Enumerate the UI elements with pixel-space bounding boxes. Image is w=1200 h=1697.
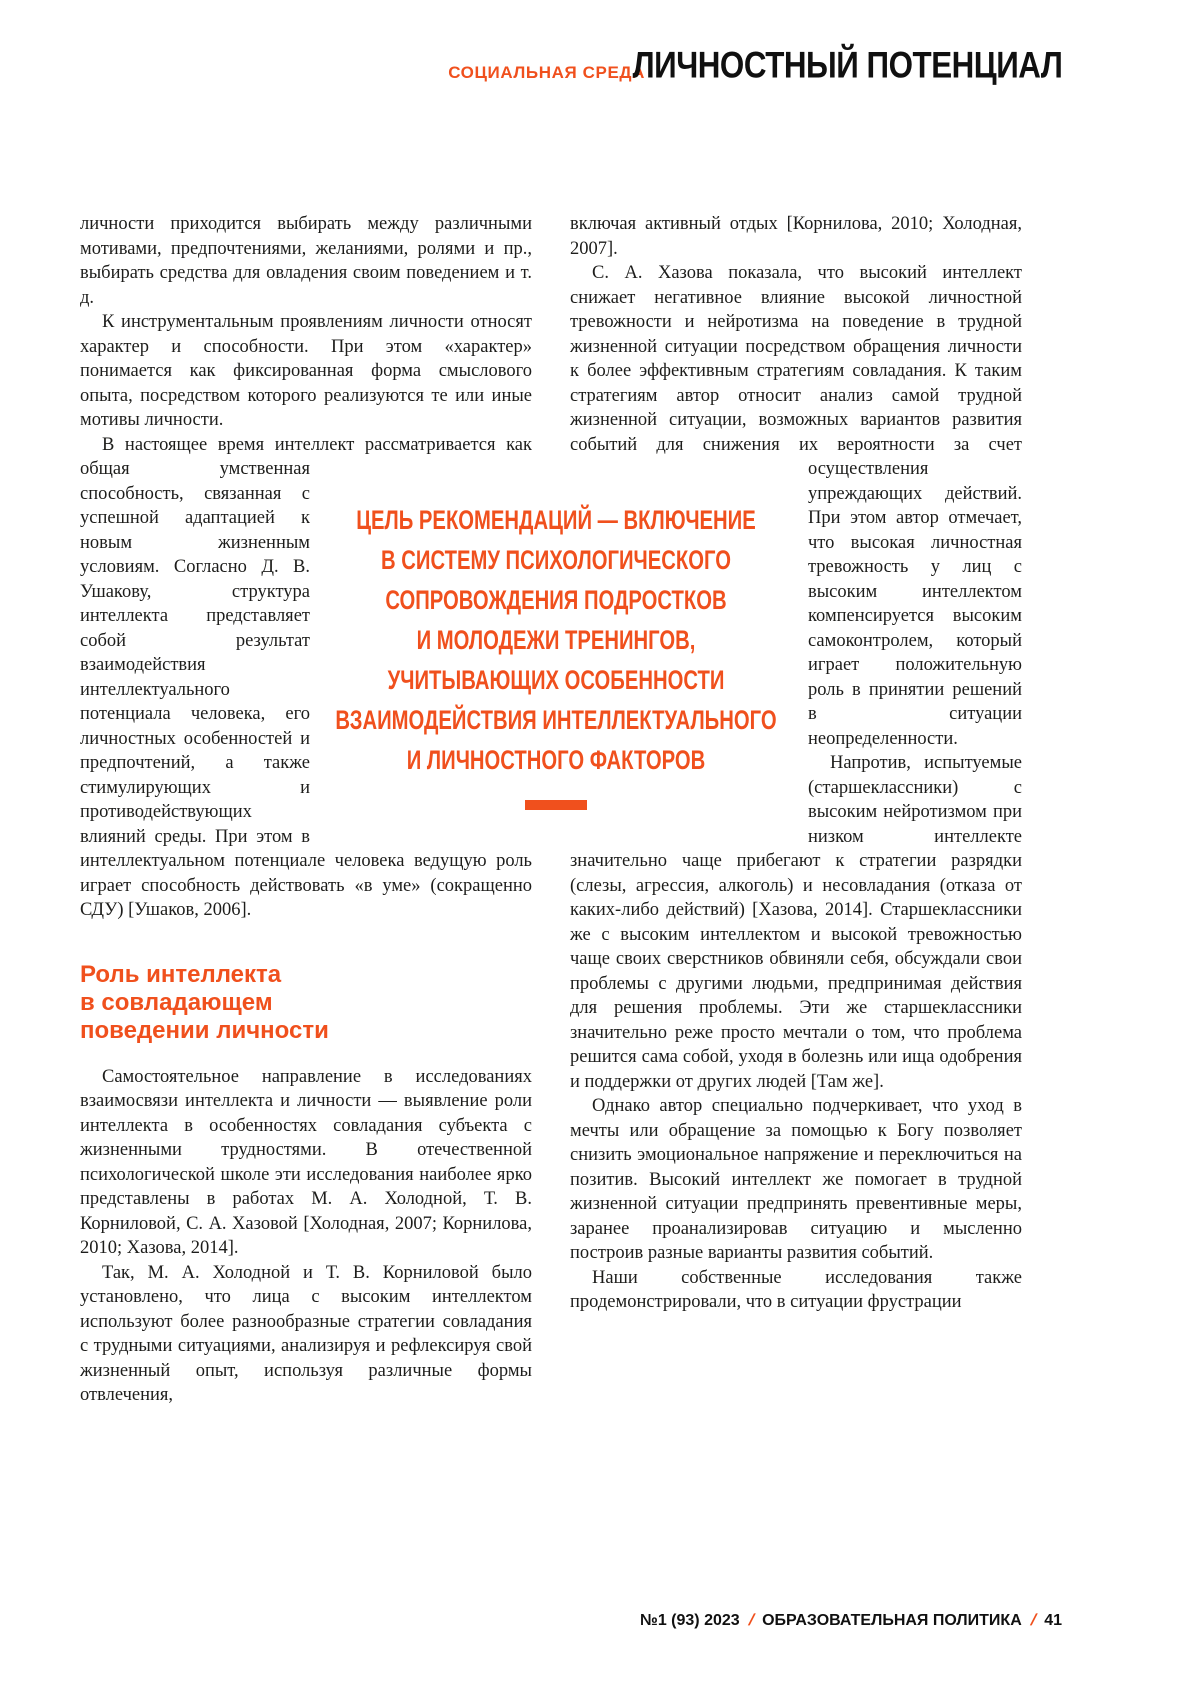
paragraph: Наши собственные исследования также продемонстрировали, что в ситуации фрустрации	[570, 1267, 1022, 1312]
header-kicker: СОЦИАЛЬНАЯ СРЕДА	[448, 63, 645, 82]
paragraph: Напротив, испытуемые (старшеклассники) с высоким нейротизмом при низком интеллекте значительно чаще прибегают к стратегии разрядки (слезы, агрессия, алкоголь) и несовладания (отказа от каких-либо действий) [Хазова, 2014]. Старшеклассники же с высоким интеллектом и высокой тревожностью чаще своих сверстников обвиняли себя, обсуждали свои проблемы с другими людьми, предпринимая действия для решения проблемы. Эти же старшеклассники значительно реже просто мечтали о том, что проблема решится сама собой, уходя в болезнь или ища одобрения и поддержки от других людей [Там же].	[570, 753, 1022, 1092]
section-heading: Роль интеллекта в совладающем поведении личности	[80, 960, 329, 1044]
footer-issue: №1 (93) 2023	[639, 1612, 740, 1629]
footer-journal: ОБРАЗОВАТЕЛЬНАЯ ПОЛИТИКА	[762, 1612, 1022, 1629]
header-title: ЛИЧНОСТНЫЙ ПОТЕНЦИАЛ	[632, 44, 1062, 86]
pull-quote-line: В СИСТЕМУ ПСИХОЛОГИЧЕСКОГО	[381, 545, 731, 575]
paragraph: Однако автор специально подчеркивает, что уход в мечты или обращение за помощью к Богу позволяет снизить эмоциональное напряжение и переключиться на позитив. Высокий интеллект же помогает в трудной жизненной ситуации предпринять превентивные меры, заранее проанализировав ситуацию и мысленно построив разные варианты развития событий.	[570, 1096, 1022, 1263]
pull-quote-bar	[525, 800, 587, 810]
paragraph: С. А. Хазова показала, что высокий интеллект снижает негативное влияние высокой личностной тревожности и нейротизма на поведение в трудной жизненной ситуации посредством обращения личности к более эффективным стратегиям совладания. К таким стратегиям автор относит анализ самой трудной жизненной ситуации, возможных вариантов развития событий для снижения их вероятности за счет осуществления упреждающих действий. При этом автор отмечает, что высокая личностная тревожность у лиц с высоким интеллектом компенсируется высоким самоконтролем, который играет положительную роль в принятии решений в ситуации неопределенности.	[570, 263, 1022, 749]
pull-quote-line: УЧИТЫВАЮЩИХ ОСОБЕННОСТИ	[387, 665, 725, 695]
footer-page-number: 41	[1044, 1612, 1062, 1629]
paragraph: Так, М. А. Холодной и Т. В. Корниловой было установлено, что лица с высоким интеллектом используют более разнообразные стратегии совладания с трудными ситуациями, анализируя и рефлексируя свой жизненный опыт, используя различные формы отвлечения,	[80, 1262, 532, 1405]
paragraph: В настоящее время интеллект рассматривается как общая умственная способность, связанная с успешной адаптацией к новым жизненным условиям. Согласно Д. В. Ушакову, структура интеллекта представляет собой результат взаимодействия интеллектуального потенциала человека, его личностных особенностей и предпочтений, а также стимулирующих и противодействующих влияний среды. При этом в интеллектуальном потенциале человека ведущую роль играет способность действовать «в уме» (сокращенно СДУ) [Ушаков, 2006].	[80, 434, 532, 920]
pull-quote-line: СОПРОВОЖДЕНИЯ ПОДРОСТКОВ	[385, 585, 727, 615]
footer-separator: /	[746, 1612, 757, 1629]
pull-quote-line: ВЗАИМОДЕЙСТВИЯ ИНТЕЛЛЕКТУАЛЬНОГО	[335, 705, 777, 735]
pull-quote-line: И МОЛОДЕЖИ ТРЕНИНГОВ,	[416, 625, 696, 655]
paragraph: включая активный отдых [Корнилова, 2010; Холодная, 2007].	[570, 214, 1022, 259]
pull-quote	[256, 500, 856, 810]
footer-separator: /	[1028, 1612, 1039, 1629]
pull-quote-line: ЦЕЛЬ РЕКОМЕНДАЦИЙ — ВКЛЮЧЕНИЕ	[356, 505, 756, 535]
pull-quote-line: И ЛИЧНОСТНОГО ФАКТОРОВ	[406, 745, 706, 775]
page-footer	[640, 1612, 1062, 1630]
paragraph: К инструментальным проявлениям личности относят характер и способности. При этом «характер» понимается как фиксированная форма смыслового опыта, посредством которого реализуются те или иные мотивы личности.	[80, 312, 532, 430]
paragraph: Самостоятельное направление в исследованиях взаимосвязи интеллекта и личности — выявление роли интеллекта в особенностях совладания субъекта с жизненными трудностями. В отечественной психологической школе эти исследования наиболее ярко представлены в работах М. А. Холодной, Т. В. Корниловой, С. А. Хазовой [Холодная, 2007; Корнилова, 2010; Хазова, 2014].	[80, 1066, 532, 1258]
paragraph: личности приходится выбирать между различными мотивами, предпочтениями, желаниями, ролями и пр., выбирать средства для овладения своим поведением и т. д.	[80, 214, 532, 308]
